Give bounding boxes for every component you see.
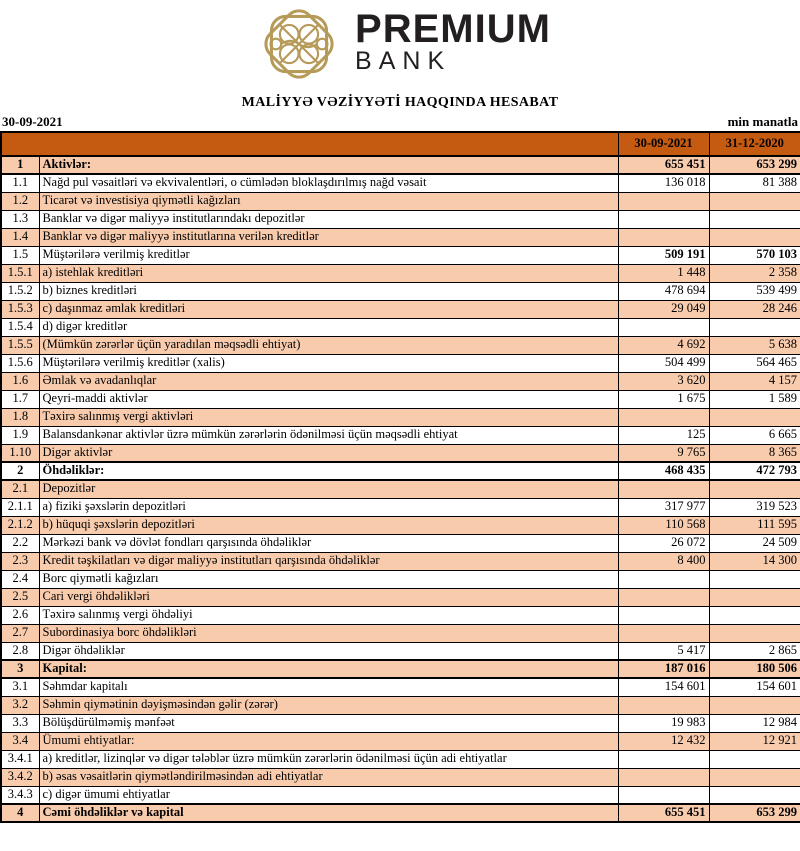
row-number: 1.4 [1, 228, 39, 246]
row-label: Kredit təşkilatları və digər maliyyə institutları qarşısında öhdəliklər [39, 552, 618, 570]
row-number: 1.5 [1, 246, 39, 264]
table-row [1, 732, 800, 750]
row-number: 1 [1, 156, 39, 174]
row-number: 3.4 [1, 732, 39, 750]
row-label: Ümumi ehtiyatlar: [39, 732, 618, 750]
row-value-current: 468 435 [618, 462, 709, 480]
table-row [1, 156, 800, 174]
row-value-previous [709, 768, 800, 786]
row-label: d) digər kreditlər [39, 318, 618, 336]
row-number: 2.5 [1, 588, 39, 606]
row-label: Banklar və digər maliyyə institutlarındakı depozitlər [39, 210, 618, 228]
row-label: Ticarət və investisiya qiymətli kağızları [39, 192, 618, 210]
row-value-current: 1 675 [618, 390, 709, 408]
row-value-current [618, 570, 709, 588]
row-label: b) əsas vəsaitlərin qiymətləndirilməsindən adi ehtiyatlar [39, 768, 618, 786]
row-value-current: 29 049 [618, 300, 709, 318]
row-value-current [618, 228, 709, 246]
row-value-previous: 653 299 [709, 156, 800, 174]
row-value-current: 12 432 [618, 732, 709, 750]
balance-table-body [1, 156, 800, 822]
row-value-current: 4 692 [618, 336, 709, 354]
row-number: 1.5.4 [1, 318, 39, 336]
row-value-previous [709, 786, 800, 804]
premium-bank-logo-icon [249, 4, 349, 84]
row-number: 1.5.2 [1, 282, 39, 300]
table-row [1, 210, 800, 228]
row-number: 1.3 [1, 210, 39, 228]
row-number: 1.5.1 [1, 264, 39, 282]
row-value-previous: 5 638 [709, 336, 800, 354]
row-label: Digər aktivlər [39, 444, 618, 462]
row-value-previous: 472 793 [709, 462, 800, 480]
row-value-previous [709, 588, 800, 606]
header-col-current: 30-09-2021 [618, 132, 709, 156]
row-value-current: 504 499 [618, 354, 709, 372]
table-row [1, 552, 800, 570]
row-label: Digər öhdəliklər [39, 642, 618, 660]
table-row [1, 624, 800, 642]
row-value-previous [709, 624, 800, 642]
row-label: Mərkəzi bank və dövlət fondları qarşısında öhdəliklər [39, 534, 618, 552]
row-value-current: 19 983 [618, 714, 709, 732]
row-number: 1.7 [1, 390, 39, 408]
row-number: 1.6 [1, 372, 39, 390]
row-number: 3.4.3 [1, 786, 39, 804]
row-value-previous: 154 601 [709, 678, 800, 696]
row-value-previous [709, 192, 800, 210]
table-row [1, 462, 800, 480]
row-value-previous: 570 103 [709, 246, 800, 264]
row-number: 2.1.2 [1, 516, 39, 534]
row-label: Subordinasiya borc öhdəlikləri [39, 624, 618, 642]
row-value-previous [709, 696, 800, 714]
table-row [1, 498, 800, 516]
row-value-current [618, 192, 709, 210]
row-value-current: 1 448 [618, 264, 709, 282]
row-value-current: 317 977 [618, 498, 709, 516]
row-value-previous: 24 509 [709, 534, 800, 552]
row-value-current [618, 588, 709, 606]
units-label: min manatla [727, 114, 798, 129]
balance-sheet-table [0, 131, 800, 823]
row-value-previous: 81 388 [709, 174, 800, 192]
row-label: Balansdankənar aktivlər üzrə mümkün zərərlərin ödənilməsi üçün məqsədli ehtiyat [39, 426, 618, 444]
table-row [1, 336, 800, 354]
table-row [1, 786, 800, 804]
row-value-previous: 12 984 [709, 714, 800, 732]
table-row [1, 642, 800, 660]
table-row [1, 444, 800, 462]
table-row [1, 750, 800, 768]
row-value-current: 26 072 [618, 534, 709, 552]
table-row [1, 192, 800, 210]
row-number: 3.4.2 [1, 768, 39, 786]
row-label: a) istehlak kreditləri [39, 264, 618, 282]
row-number: 2.7 [1, 624, 39, 642]
table-row [1, 354, 800, 372]
table-row [1, 804, 800, 822]
row-number: 2.8 [1, 642, 39, 660]
row-value-current: 655 451 [618, 156, 709, 174]
row-value-previous: 180 506 [709, 660, 800, 678]
table-row [1, 516, 800, 534]
row-value-previous: 4 157 [709, 372, 800, 390]
table-row [1, 372, 800, 390]
bank-name-bottom: BANK [355, 47, 452, 75]
row-label: Öhdəliklər: [39, 462, 618, 480]
row-value-previous: 319 523 [709, 498, 800, 516]
row-value-current: 9 765 [618, 444, 709, 462]
row-value-previous: 111 595 [709, 516, 800, 534]
row-value-current [618, 696, 709, 714]
table-row [1, 606, 800, 624]
row-value-current: 3 620 [618, 372, 709, 390]
row-value-previous [709, 318, 800, 336]
row-value-current [618, 624, 709, 642]
row-value-current: 5 417 [618, 642, 709, 660]
row-number: 4 [1, 804, 39, 822]
table-row [1, 246, 800, 264]
row-value-previous: 6 665 [709, 426, 800, 444]
row-label: a) kreditlər, lizinqlər və digər tələblər üzrə mümkün zərərlərin ödənilməsi üçün adi ehtiyatlar [39, 750, 618, 768]
row-number: 1.1 [1, 174, 39, 192]
bank-name-top: PREMIUM [355, 7, 551, 51]
row-value-previous [709, 408, 800, 426]
row-label: Aktivlər: [39, 156, 618, 174]
table-row [1, 714, 800, 732]
table-row [1, 174, 800, 192]
row-value-current [618, 750, 709, 768]
row-value-previous: 653 299 [709, 804, 800, 822]
row-value-current [618, 768, 709, 786]
row-label: b) hüquqi şəxslərin depozitləri [39, 516, 618, 534]
row-value-previous [709, 210, 800, 228]
table-row [1, 768, 800, 786]
row-number: 3.4.1 [1, 750, 39, 768]
row-value-current: 655 451 [618, 804, 709, 822]
row-label: Təxirə salınmış vergi aktivləri [39, 408, 618, 426]
table-row [1, 534, 800, 552]
header-col-previous: 31-12-2020 [709, 132, 800, 156]
row-number: 1.2 [1, 192, 39, 210]
row-number: 1.5.5 [1, 336, 39, 354]
row-label: Kapital: [39, 660, 618, 678]
row-value-current [618, 318, 709, 336]
row-value-previous [709, 228, 800, 246]
row-number: 2.1 [1, 480, 39, 498]
row-number: 3.1 [1, 678, 39, 696]
table-row [1, 588, 800, 606]
table-row [1, 696, 800, 714]
table-row [1, 480, 800, 498]
row-value-previous: 564 465 [709, 354, 800, 372]
row-value-current: 125 [618, 426, 709, 444]
row-label: Banklar və digər maliyyə institutlarına verilən kreditlər [39, 228, 618, 246]
row-value-current: 136 018 [618, 174, 709, 192]
row-value-previous: 2 358 [709, 264, 800, 282]
row-value-previous: 8 365 [709, 444, 800, 462]
row-value-current: 8 400 [618, 552, 709, 570]
row-value-current: 187 016 [618, 660, 709, 678]
row-value-current [618, 408, 709, 426]
row-value-current: 509 191 [618, 246, 709, 264]
row-label: a) fiziki şəxslərin depozitləri [39, 498, 618, 516]
row-label: Depozitlər [39, 480, 618, 498]
row-number: 3.3 [1, 714, 39, 732]
row-number: 1.8 [1, 408, 39, 426]
row-label: Müştərilərə verilmiş kreditlər [39, 246, 618, 264]
table-row [1, 228, 800, 246]
row-label: b) biznes kreditləri [39, 282, 618, 300]
row-value-current [618, 606, 709, 624]
row-label: c) daşınmaz əmlak kreditləri [39, 300, 618, 318]
row-number: 2.6 [1, 606, 39, 624]
row-label: Bölüşdürülməmiş mənfəət [39, 714, 618, 732]
row-value-current: 110 568 [618, 516, 709, 534]
row-label: Müştərilərə verilmiş kreditlər (xalis) [39, 354, 618, 372]
row-value-previous: 2 865 [709, 642, 800, 660]
row-number: 2.3 [1, 552, 39, 570]
row-label: Cəmi öhdəliklər və kapital [39, 804, 618, 822]
row-value-current: 478 694 [618, 282, 709, 300]
row-value-previous: 14 300 [709, 552, 800, 570]
row-value-current [618, 210, 709, 228]
row-number: 1.9 [1, 426, 39, 444]
table-row [1, 318, 800, 336]
row-number: 2.2 [1, 534, 39, 552]
row-value-previous [709, 480, 800, 498]
table-row [1, 282, 800, 300]
row-value-current [618, 480, 709, 498]
row-value-current [618, 786, 709, 804]
row-label: Qeyri-maddi aktivlər [39, 390, 618, 408]
table-row [1, 264, 800, 282]
row-value-previous [709, 750, 800, 768]
row-value-previous [709, 606, 800, 624]
row-label: Cari vergi öhdəlikləri [39, 588, 618, 606]
row-value-previous: 539 499 [709, 282, 800, 300]
table-header-row [1, 132, 800, 156]
report-title: MALİYYƏ VƏZİYYƏTİ HAQQINDA HESABAT [241, 95, 559, 110]
row-number: 3.2 [1, 696, 39, 714]
row-label: Səhmdar kapitalı [39, 678, 618, 696]
row-number: 1.10 [1, 444, 39, 462]
table-row [1, 426, 800, 444]
row-value-current: 154 601 [618, 678, 709, 696]
bank-name [355, 4, 551, 75]
row-label: Nağd pul vəsaitləri və ekvivalentləri, o cümlədən bloklaşdırılmış nağd vəsait [39, 174, 618, 192]
table-row [1, 678, 800, 696]
row-number: 2 [1, 462, 39, 480]
row-label: Borc qiymətli kağızları [39, 570, 618, 588]
row-number: 2.4 [1, 570, 39, 588]
row-number: 2.1.1 [1, 498, 39, 516]
row-label: (Mümkün zərərlər üçün yaradılan məqsədli ehtiyat) [39, 336, 618, 354]
header-empty-cell [1, 132, 618, 156]
row-value-previous: 12 921 [709, 732, 800, 750]
report-date: 30-09-2021 [2, 114, 63, 129]
row-label: Əmlak və avadanlıqlar [39, 372, 618, 390]
row-label: Səhmin qiymətinin dəyişməsindən gəlir (zərər) [39, 696, 618, 714]
row-number: 1.5.6 [1, 354, 39, 372]
row-number: 1.5.3 [1, 300, 39, 318]
table-row [1, 570, 800, 588]
row-value-previous: 28 246 [709, 300, 800, 318]
table-row [1, 390, 800, 408]
table-row [1, 660, 800, 678]
row-label: Təxirə salınmış vergi öhdəliyi [39, 606, 618, 624]
row-number: 3 [1, 660, 39, 678]
row-value-previous [709, 570, 800, 588]
row-value-previous: 1 589 [709, 390, 800, 408]
table-row [1, 408, 800, 426]
meta-row [0, 114, 800, 130]
bank-header [0, 0, 800, 88]
table-row [1, 300, 800, 318]
row-label: c) digər ümumi ehtiyatlar [39, 786, 618, 804]
